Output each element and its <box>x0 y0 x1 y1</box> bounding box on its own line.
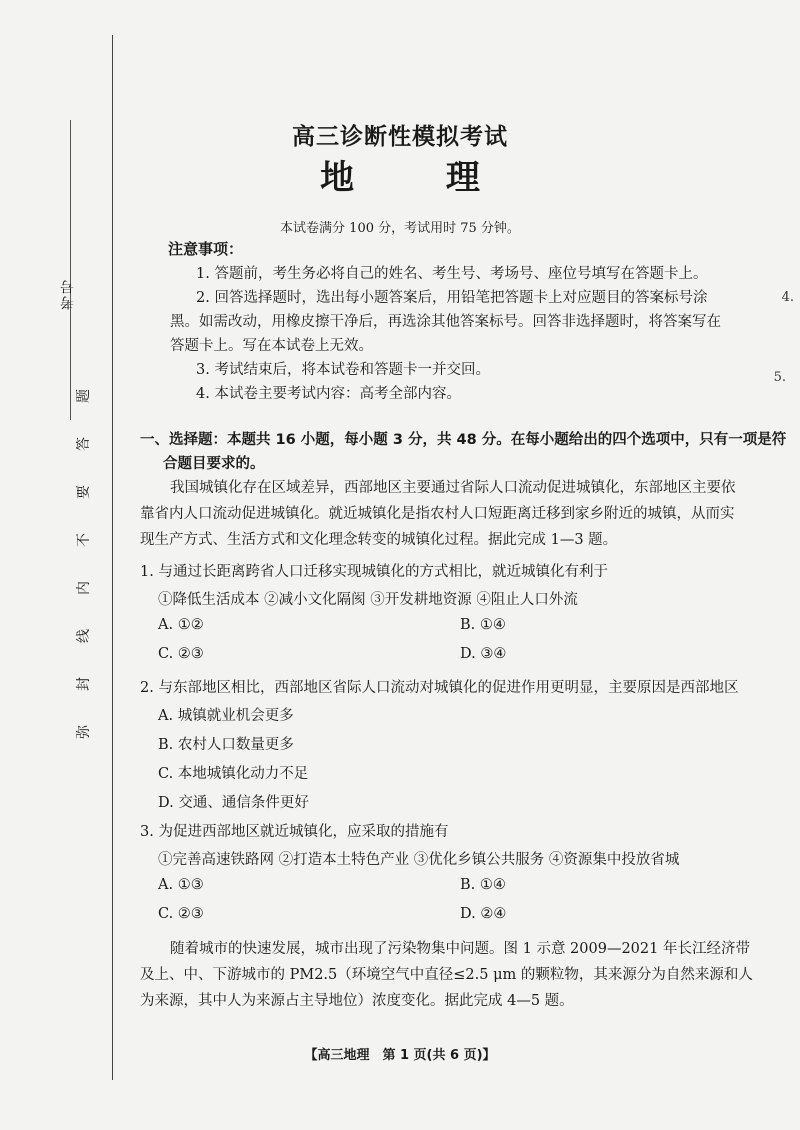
binding-char: 内 <box>76 581 92 595</box>
passage-line: 及上、中、下游城市的 PM2.5（环境空气中直径≤2.5 μm 的颗粒物，其来源分为自然来源和人 <box>140 967 753 983</box>
notice-item: 2. 回答选择题时，选出每小题答案后，用铅笔把答题卡上对应题目的答案标号涂 <box>196 290 708 306</box>
binding-char: 要 <box>76 485 92 499</box>
question-1-option-d: D. ③④ <box>460 646 507 662</box>
binding-char: 答 <box>76 437 92 451</box>
edge-number-5: 5. <box>773 370 786 385</box>
binding-char: 封 <box>76 677 92 691</box>
notice-item: 3. 考试结束后，将本试卷和答题卡一并交回。 <box>196 362 490 378</box>
question-1-items: ①降低生活成本 ②减小文化隔阂 ③开发耕地资源 ④阻止人口外流 <box>158 592 578 608</box>
notice-item: 1. 答题前，考生务必将自己的姓名、考生号、考场号、座位号填写在答题卡上。 <box>196 266 708 282</box>
question-1-option-c: C. ②③ <box>158 646 204 662</box>
notice-item: 答题卡上。写在本试卷上无效。 <box>170 338 373 354</box>
notice-item: 黑。如需改动，用橡皮擦干净后，再选涂其他答案标号。回答非选择题时，将答案写在 <box>170 314 721 330</box>
exam-no-label: 考号 <box>60 278 76 310</box>
exam-title: 高三诊断性模拟考试 <box>292 124 508 150</box>
notice-heading: 注意事项： <box>168 240 244 258</box>
passage-line: 我国城镇化存在区域差异，西部地区主要通过省际人口流动促进城镇化，东部地区主要依 <box>170 480 736 496</box>
exam-meta: 本试卷满分 100 分，考试用时 75 分钟。 <box>280 221 520 236</box>
question-3-stem: 3. 为促进西部地区就近城镇化，应采取的措施有 <box>140 824 449 840</box>
question-2-stem: 2. 与东部地区相比，西部地区省际人口流动对城镇化的促进作用更明显，主要原因是西部地区 <box>140 680 739 696</box>
notice-item: 4. 本试卷主要考试内容：高考全部内容。 <box>196 386 461 402</box>
binding-char: 不 <box>76 533 92 547</box>
question-2-option-a: A. 城镇就业机会更多 <box>158 708 294 724</box>
binding-char: 题 <box>76 389 92 403</box>
question-2-option-b: B. 农村人口数量更多 <box>158 737 294 753</box>
subject-title: 地 理 <box>320 158 520 198</box>
section-heading: 一、选择题：本题共 16 小题，每小题 3 分，共 48 分。在每小题给出的四个选项中，只有一项是符 <box>140 432 787 448</box>
question-1-option-b: B. ①④ <box>460 617 506 633</box>
question-3-option-b: B. ①④ <box>460 877 506 893</box>
question-3-option-d: D. ②④ <box>460 906 507 922</box>
question-2-option-c: C. 本地城镇化动力不足 <box>158 766 309 782</box>
binding-char: 线 <box>76 629 92 643</box>
passage-line: 为来源，其中人为来源占主导地位）浓度变化。据此完成 4—5 题。 <box>140 993 574 1009</box>
question-2-option-d: D. 交通、通信条件更好 <box>158 795 309 811</box>
section-heading-cont: 合题目要求的。 <box>163 456 265 472</box>
passage-line: 靠省内人口流动促进城镇化。就近城镇化是指农村人口短距离迁移到家乡附近的城镇，从而实 <box>140 506 735 522</box>
question-3-option-a: A. ①③ <box>158 877 204 893</box>
page-footer: 【高三地理 第 1 页(共 6 页)】 <box>304 1048 496 1063</box>
question-3-option-c: C. ②③ <box>158 906 204 922</box>
binding-char: 弥 <box>76 725 92 739</box>
binding-seal-text <box>76 372 108 756</box>
edge-number-4: 4. <box>781 290 794 305</box>
question-1-stem: 1. 与通过长距离跨省人口迁移实现城镇化的方式相比，就近城镇化有利于 <box>140 564 608 580</box>
passage-line: 现生产方式、生活方式和文化理念转变的城镇化过程。据此完成 1—3 题。 <box>140 532 618 548</box>
question-3-items: ①完善高速铁路网 ②打造本土特色产业 ③优化乡镇公共服务 ④资源集中投放省城 <box>158 852 680 868</box>
question-1-option-a: A. ①② <box>158 617 204 633</box>
passage-line: 随着城市的快速发展，城市出现了污染物集中问题。图 1 示意 2009—2021 年长江经济带 <box>170 941 750 957</box>
